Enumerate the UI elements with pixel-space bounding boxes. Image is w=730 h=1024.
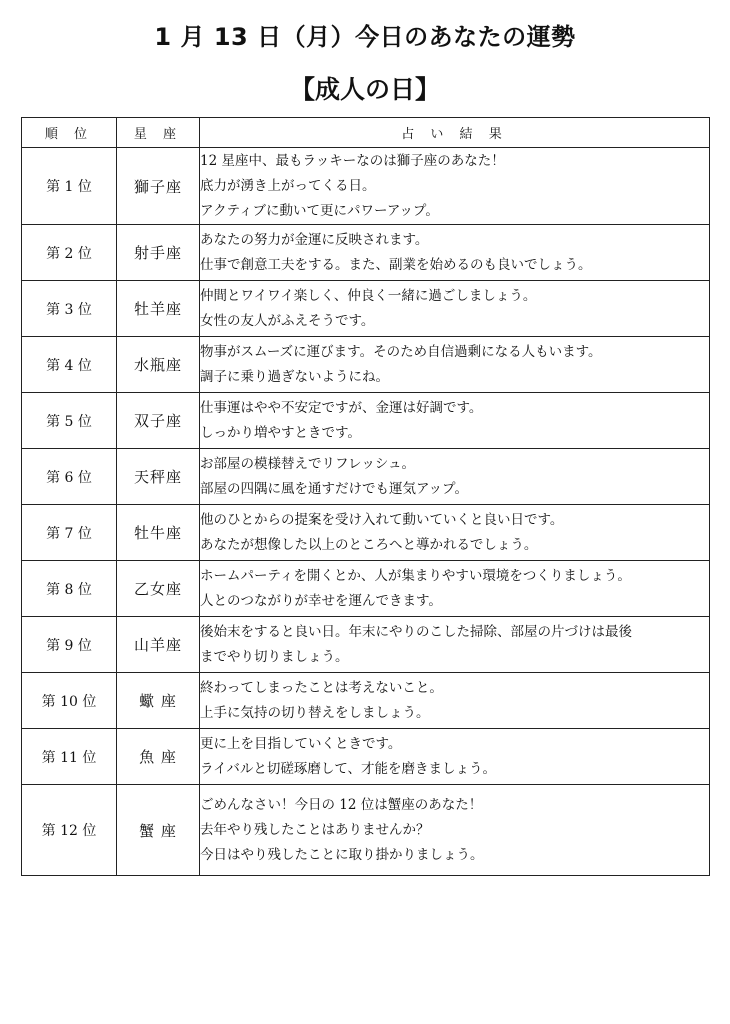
column-header-rank: 順 位	[22, 118, 117, 148]
table-row	[22, 617, 710, 673]
result-line: 12 星座中、最もラッキーなのは獅子座のあなた！	[200, 152, 505, 169]
table-row	[22, 673, 710, 729]
result-line: お部屋の模様替えでリフレッシュ。	[200, 455, 416, 472]
table-row	[22, 148, 710, 225]
rank-cell: 第 5 位	[22, 393, 117, 449]
result-line: あなたが想像した以上のところへと導かれるでしょう。	[200, 536, 538, 553]
result-line: 更に上を目指していくときです。	[200, 735, 402, 752]
fortune-table	[21, 117, 710, 876]
table-row	[22, 729, 710, 785]
result-line: までやり切りましょう。	[200, 648, 349, 665]
sign-cell: 水瓶座	[117, 337, 200, 393]
rank-cell: 第 10 位	[22, 673, 117, 729]
page-title: 1 月 13 日（月）今日のあなたの運勢	[154, 23, 576, 51]
result-line: 後始末をすると良い日。年末にやりのこした掃除、部屋の片づけは最後	[200, 623, 632, 640]
result-line: アクティブに動いて更にパワーアップ。	[200, 202, 439, 219]
result-line: 底力が湧き上がってくる日。	[200, 177, 376, 194]
result-line: しっかり増やすときです。	[200, 424, 361, 441]
rank-cell: 第 7 位	[22, 505, 117, 561]
sign-cell: 射手座	[117, 225, 200, 281]
table-row	[22, 505, 710, 561]
sign-cell: 山羊座	[117, 617, 200, 673]
rank-cell: 第 3 位	[22, 281, 117, 337]
rank-cell: 第 9 位	[22, 617, 117, 673]
result-line: 仕事運はやや不安定ですが、金運は好調です。	[200, 399, 483, 416]
result-line: ホームパーティを開くとか、人が集まりやすい環境をつくりましょう。	[200, 567, 631, 584]
sign-cell: 蠍 座	[117, 673, 200, 729]
result-line: あなたの努力が金運に反映されます。	[200, 231, 429, 248]
result-line: 仲間とワイワイ楽しく、仲良く一緒に過ごしましょう。	[200, 287, 537, 304]
result-cell	[200, 281, 710, 337]
sign-cell: 獅子座	[117, 148, 200, 225]
sign-cell: 魚 座	[117, 729, 200, 785]
result-line: 終わってしまったことは考えないこと。	[200, 679, 443, 696]
rank-cell: 第 6 位	[22, 449, 117, 505]
result-cell	[200, 561, 710, 617]
table-row	[22, 561, 710, 617]
table-row	[22, 785, 710, 876]
sign-cell: 双子座	[117, 393, 200, 449]
result-line: 物事がスムーズに運びます。そのため自信過剰になる人もいます。	[200, 343, 602, 360]
result-line: 上手に気持の切り替えをしましょう。	[200, 704, 430, 721]
sign-cell: 牡羊座	[117, 281, 200, 337]
result-line: 去年やり残したことはありませんか？	[200, 821, 430, 838]
column-header-sign: 星 座	[117, 118, 200, 148]
table-row	[22, 449, 710, 505]
result-cell	[200, 785, 710, 876]
result-line: 部屋の四隅に風を通すだけでも運気アップ。	[200, 480, 468, 497]
result-line: 仕事で創意工夫をする。また、副業を始めるのも良いでしょう。	[200, 256, 592, 273]
table-row	[22, 225, 710, 281]
sign-cell: 蟹 座	[117, 785, 200, 876]
table-row	[22, 393, 710, 449]
result-line: 他のひとからの提案を受け入れて動いていくと良い日です。	[200, 511, 564, 528]
result-line: 今日はやり残したことに取り掛かりましょう。	[200, 846, 484, 863]
page-subtitle: 【成人の日】	[289, 75, 440, 104]
result-cell	[200, 729, 710, 785]
table-row	[22, 281, 710, 337]
column-header-result: 占 い 結 果	[200, 118, 710, 148]
result-line: 調子に乗り過ぎないようにね。	[200, 368, 389, 385]
result-cell	[200, 617, 710, 673]
result-cell	[200, 148, 710, 225]
result-cell	[200, 505, 710, 561]
result-cell	[200, 673, 710, 729]
result-cell	[200, 393, 710, 449]
result-cell	[200, 449, 710, 505]
result-line: ライバルと切磋琢磨して、才能を磨きましょう。	[200, 760, 497, 777]
rank-cell: 第 2 位	[22, 225, 117, 281]
rank-cell: 第 1 位	[22, 148, 117, 225]
rank-cell: 第 11 位	[22, 729, 117, 785]
result-cell	[200, 225, 710, 281]
sign-cell: 牡牛座	[117, 505, 200, 561]
sign-cell: 乙女座	[117, 561, 200, 617]
table-header-row	[22, 118, 710, 148]
rank-cell: 第 4 位	[22, 337, 117, 393]
result-line: ごめんなさい！今日の 12 位は蟹座のあなた！	[200, 796, 483, 813]
result-line: 人とのつながりが幸せを運んできます。	[200, 592, 442, 609]
table-row	[22, 337, 710, 393]
result-line: 女性の友人がふえそうです。	[200, 312, 375, 329]
sign-cell: 天秤座	[117, 449, 200, 505]
result-cell	[200, 337, 710, 393]
rank-cell: 第 8 位	[22, 561, 117, 617]
rank-cell: 第 12 位	[22, 785, 117, 876]
